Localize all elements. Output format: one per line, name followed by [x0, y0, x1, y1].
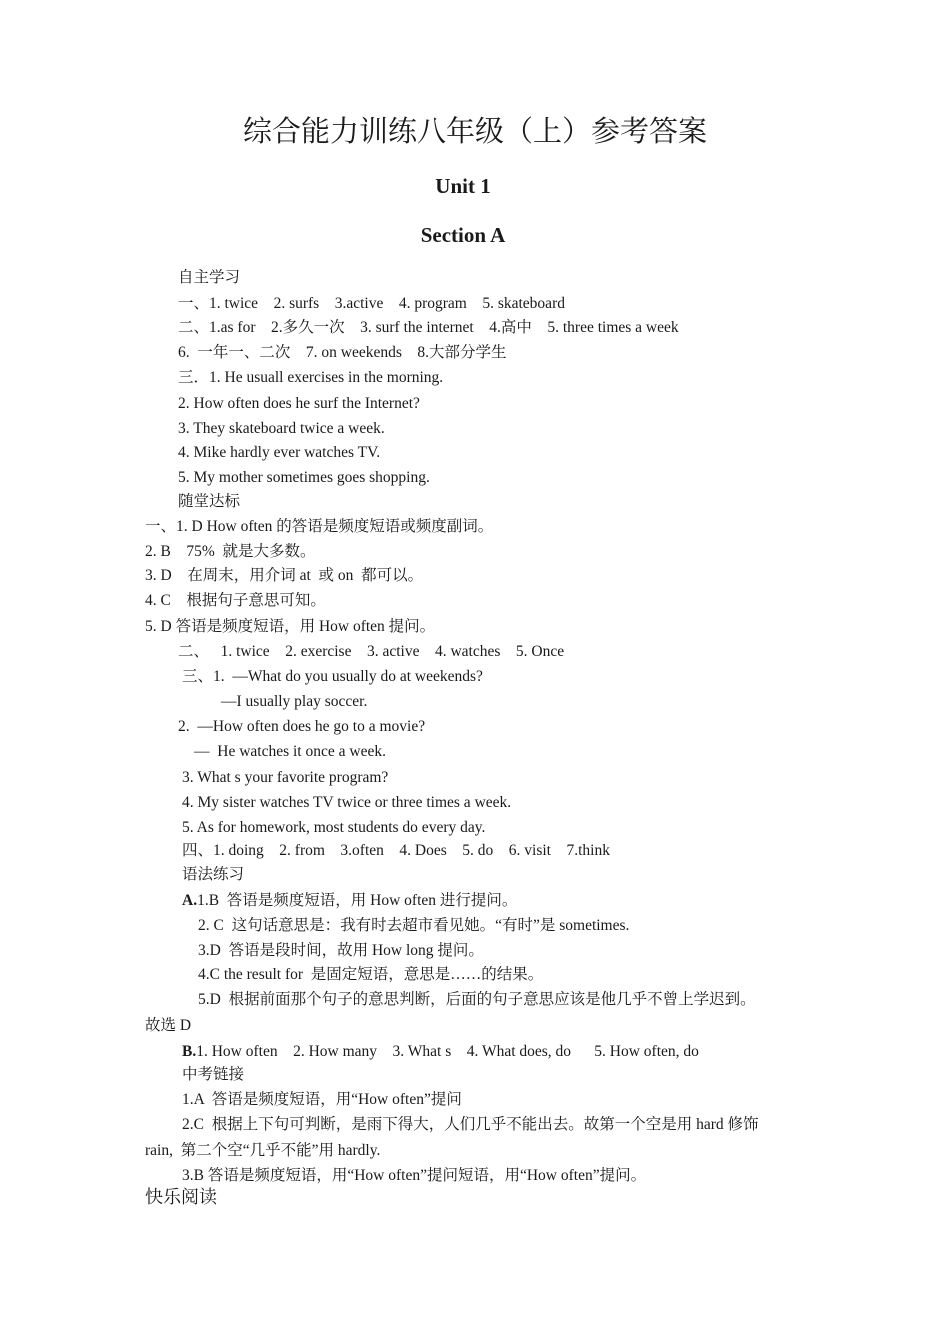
heading-exam-link: 中考链接	[182, 1066, 245, 1083]
answer-line: 3.B 答语是频度短语，用“How often”提问短语，用“How often”提问。	[182, 1167, 647, 1184]
heading-in-class: 随堂达标	[178, 493, 241, 510]
answer-line: 3.D 答语是段时间，故用 How long 提问。	[198, 942, 484, 959]
answer-line: 二、1.as for 2.多久一次 3. surf the internet 4.高中 5. three times a week	[178, 319, 679, 336]
answer-line: 2. —How often does he go to a movie?	[178, 718, 426, 735]
answer-line: 三、1. —What do you usually do at weekends?	[182, 668, 483, 685]
answer-line: 5. My mother sometimes goes shopping.	[178, 469, 430, 486]
answer-line: 6. 一年一、二次 7. on weekends 8.大部分学生	[178, 344, 507, 361]
answer-line: 5.D 根据前面那个句子的意思判断，后面的句子意思应该是他几乎不曾上学迟到。	[198, 991, 756, 1008]
page-title: 综合能力训练八年级（上）参考答案	[242, 114, 707, 148]
part-a-label: A.	[182, 892, 198, 909]
answer-line: 2. C 这句话意思是：我有时去超市看见她。“有时”是 sometimes.	[198, 917, 630, 934]
answer-line: 一、1. twice 2. surfs 3.active 4. program 5. skateboard	[178, 295, 565, 312]
answer-line: 2. B 75% 就是大多数。	[145, 543, 316, 560]
answer-line: —I usually play soccer.	[221, 693, 368, 710]
heading-self-study: 自主学习	[178, 269, 241, 286]
answer-line	[182, 1042, 699, 1062]
answer-line: 4. Mike hardly ever watches TV.	[178, 444, 381, 461]
answer-line: 4.C the result for 是固定短语，意思是……的结果。	[198, 966, 544, 983]
answer-line	[182, 891, 517, 911]
heading-grammar: 语法练习	[182, 866, 245, 883]
answer-line: 4. My sister watches TV twice or three times a week.	[182, 794, 512, 811]
answer-text: 1. How often 2. How many 3. What s 4. What does, do 5. How often, do	[196, 1043, 699, 1060]
answer-line: 故选 D	[145, 1017, 192, 1034]
heading-happy-reading: 快乐阅读	[145, 1187, 217, 1207]
answer-line: 3. They skateboard twice a week.	[178, 420, 385, 437]
part-b-label: B.	[182, 1043, 197, 1060]
unit-heading: Unit 1	[435, 174, 491, 198]
answer-line: 2. How often does he surf the Internet?	[178, 395, 420, 412]
answer-line: 三．1. He usuall exercises in the morning.	[178, 369, 444, 386]
answer-line: rain, 第二个空“几乎不能”用 hardly.	[145, 1142, 381, 1159]
answer-line: 4. C 根据句子意思可知。	[145, 592, 326, 609]
answer-line: 四、1. doing 2. from 3.often 4. Does 5. do 6. visit 7.think	[182, 842, 610, 859]
answer-line: — He watches it once a week.	[194, 743, 386, 760]
answer-line: 二、 1. twice 2. exercise 3. active 4. watches 5. Once	[178, 643, 565, 660]
answer-line: 一、1. D How often 的答语是频度短语或频度副词。	[145, 518, 494, 535]
answer-line: 5. D 答语是频度短语，用 How often 提问。	[145, 618, 436, 635]
section-heading: Section A	[420, 223, 506, 247]
answer-line: 2.C 根据上下句可判断，是雨下得大，人们几乎不能出去。故第一个空是用 hard 修饰	[182, 1116, 759, 1133]
answer-text: 1.B 答语是频度短语，用 How often 进行提问。	[197, 892, 518, 909]
answer-line: 3. D 在周末，用介词 at 或 on 都可以。	[145, 567, 424, 584]
answer-line: 5. As for homework, most students do every day.	[182, 819, 486, 836]
answer-line: 3. What s your favorite program?	[182, 769, 389, 786]
answer-line: 1.A 答语是频度短语，用“How often”提问	[182, 1091, 462, 1108]
